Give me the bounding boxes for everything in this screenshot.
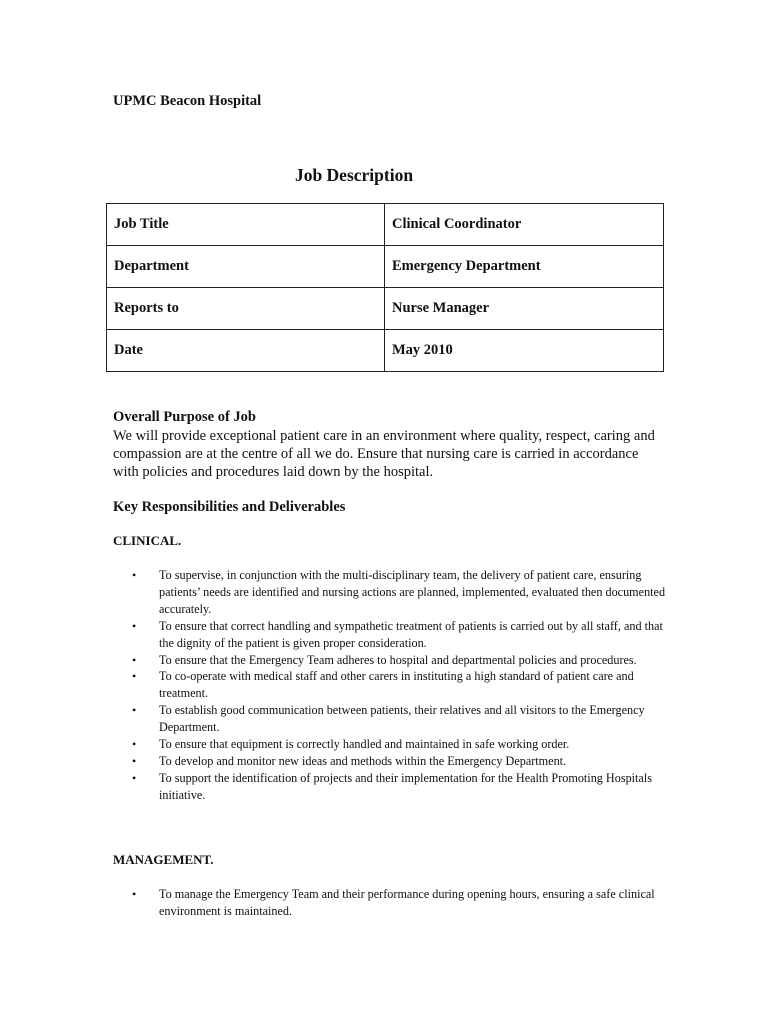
- bullet-icon: •: [132, 753, 137, 768]
- list-item-text: To ensure that equipment is correctly handled and maintained in safe working order.: [159, 737, 570, 752]
- list-item-text: To ensure that correct handling and sympathetic treatment of patients is carried out by all staff, and that the dignity of the patient is given proper consideration.: [159, 618, 663, 650]
- date-label: Date: [107, 330, 385, 372]
- list-item-text: To supervise, in conjunction with the multi-disciplinary team, the delivery of patient care, ensuring patients’ needs are identified and nursing actions are planned, implemented, evaluated then documented accurately.: [159, 568, 666, 616]
- job-info-table: [106, 203, 664, 372]
- reports-to-label: Reports to: [107, 288, 385, 330]
- list-item: [113, 668, 673, 702]
- list-item-text: To ensure that the Emergency Team adheres to hospital and departmental policies and procedures.: [159, 652, 637, 667]
- bullet-icon: •: [132, 887, 137, 901]
- list-item: [113, 753, 673, 770]
- list-item-text: To support the identification of projects and their implementation for the Health Promoting Hospitals initiative.: [159, 770, 652, 802]
- key-responsibilities-heading: Key Responsibilities and Deliverables: [113, 499, 346, 515]
- list-item: [113, 652, 673, 669]
- table-row: [107, 330, 664, 372]
- list-item: [113, 886, 673, 920]
- clinical-list: [113, 567, 673, 804]
- date-value: May 2010: [385, 330, 664, 372]
- bullet-icon: •: [132, 669, 137, 684]
- bullet-icon: •: [132, 737, 137, 752]
- bullet-icon: •: [132, 618, 137, 633]
- bullet-icon: •: [132, 652, 137, 667]
- department-label: Department: [107, 246, 385, 288]
- list-item: [113, 567, 673, 618]
- table-row: [107, 204, 664, 246]
- purpose-text: We will provide exceptional patient care in an environment where quality, respect, caring and compassion are at the centre of all we do. Ensure that nursing care is carried in accordance with policies and procedures laid down by the hospital.: [113, 428, 655, 480]
- reports-to-value: Nurse Manager: [385, 288, 664, 330]
- clinical-heading: CLINICAL.: [113, 533, 182, 548]
- bullet-icon: •: [132, 568, 137, 582]
- list-item: [113, 702, 673, 736]
- table-row: [107, 288, 664, 330]
- organization-name: UPMC Beacon Hospital: [113, 93, 262, 109]
- table-row: [107, 246, 664, 288]
- list-item: [113, 770, 673, 804]
- purpose-heading: Overall Purpose of Job: [113, 409, 256, 425]
- list-item: [113, 618, 673, 652]
- management-list: [113, 886, 673, 920]
- management-heading: MANAGEMENT.: [113, 852, 214, 867]
- job-title-label: Job Title: [107, 204, 385, 246]
- job-title-value: Clinical Coordinator: [385, 204, 664, 246]
- department-value: Emergency Department: [385, 246, 664, 288]
- list-item-text: To develop and monitor new ideas and methods within the Emergency Department.: [159, 753, 567, 768]
- list-item: [113, 736, 673, 753]
- list-item-text: To establish good communication between patients, their relatives and all visitors to the Emergency Department.: [159, 703, 645, 735]
- bullet-icon: •: [132, 770, 137, 785]
- list-item-text: To co-operate with medical staff and other carers in instituting a high standard of patient care and treatment.: [159, 669, 634, 701]
- document-title: Job Description: [294, 165, 414, 185]
- bullet-icon: •: [132, 703, 137, 718]
- list-item-text: To manage the Emergency Team and their performance during opening hours, ensuring a safe clinical environment is maintained.: [159, 887, 655, 918]
